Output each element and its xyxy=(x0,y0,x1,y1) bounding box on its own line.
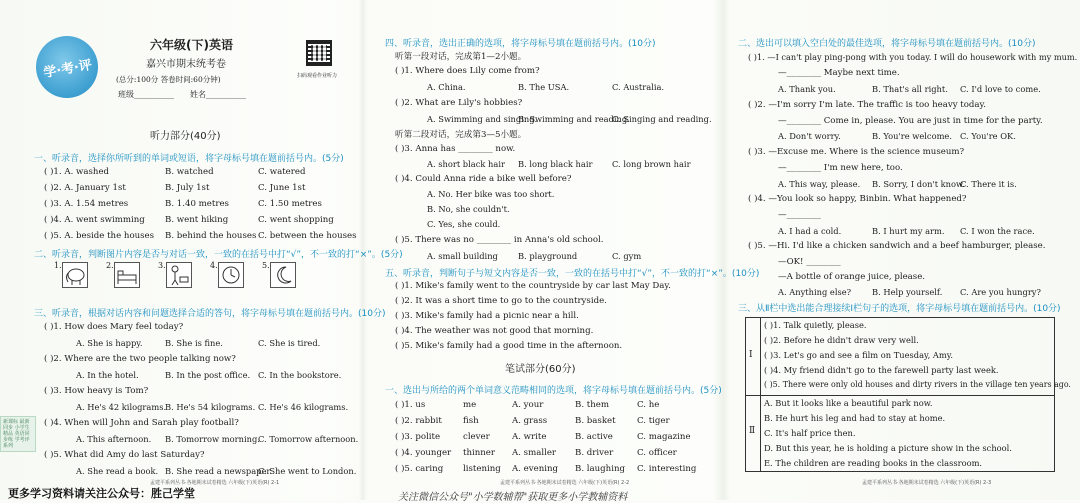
s7-q4-b: B. I hurt my arm. xyxy=(872,226,945,236)
paper-title: 六年级(下)英语 xyxy=(150,38,233,52)
s4-q4-a: A. No. Her bike was too short. xyxy=(427,189,555,199)
s6-q2-word: fish xyxy=(463,416,479,426)
s7-q2-b: B. You're welcome. xyxy=(872,131,952,141)
s4-q5-a: A. small building xyxy=(427,251,498,261)
s1-q4: ( )4. A. went swimming xyxy=(44,215,145,225)
s6-q1-c: C. he xyxy=(637,400,660,410)
s4-q5: ( )5. There was no ________ in Anna's old school. xyxy=(395,235,604,245)
boy-dog-icon xyxy=(167,263,191,287)
name-field[interactable]: 姓名__________ xyxy=(190,90,246,99)
s6-q2-a: A. grass xyxy=(512,416,548,426)
picture-4-num: 4. xyxy=(210,261,218,270)
s1-q4-c: C. went shopping xyxy=(258,215,334,225)
s3-q3-b: B. He's 54 kilograms. xyxy=(165,402,256,412)
talk-1-instruction: 听第一段对话，完成第1—2小题。 xyxy=(395,52,527,62)
s7-q2-line2: —________ Come in, please. You are just in time for the party. xyxy=(778,116,1043,126)
column-i-label: Ⅰ xyxy=(749,350,753,360)
s6-q4-b: B. driver xyxy=(575,448,614,458)
s6-q5: ( )5. caring xyxy=(395,464,444,474)
s5-q3: ( )3. Mike's family had a picnic near a hill. xyxy=(395,311,579,321)
s3-q5: ( )5. What did Amy do last Saturday? xyxy=(44,450,205,460)
s7-q3: ( )3. —Excuse me. Where is the science museum? xyxy=(748,147,965,157)
s7-q4-line2: —________ xyxy=(778,210,821,220)
s4-q4-b: B. No, she couldn't. xyxy=(427,204,510,214)
s6-q5-a: A. evening xyxy=(512,464,559,474)
s3-q3: ( )3. How heavy is Tom? xyxy=(44,386,149,396)
matching-table xyxy=(745,317,1071,472)
s7-q4: ( )4. —You look so happy, Binbin. What happened? xyxy=(748,194,967,204)
s3-q4-b: B. Tomorrow morning. xyxy=(165,434,260,444)
qr-code[interactable] xyxy=(306,40,332,66)
s3-q3-c: C. He's 46 kilograms. xyxy=(258,402,349,412)
s6-q1-b: B. them xyxy=(575,400,610,410)
s5-q4: ( )4. The weather was not good that morning. xyxy=(395,326,594,336)
s4-q1-b: B. The USA. xyxy=(518,82,570,92)
s3-q4: ( )4. When will John and Sarah play football? xyxy=(44,418,239,428)
s3-q5-a: A. She read a book. xyxy=(76,466,159,476)
class-field[interactable]: 班级__________ xyxy=(118,90,174,99)
s4-q3-b: B. long black hair xyxy=(518,159,593,169)
s7-q3-a: A. This way, please. xyxy=(778,179,861,189)
logo-text: 学·考·评 xyxy=(41,57,93,81)
s1-q5: ( )5. A. beside the houses xyxy=(44,231,155,241)
picture-5 xyxy=(262,261,296,288)
s3-q1-c: C. She is tired. xyxy=(258,338,321,348)
col-ii-row-c: C. It's half price then. xyxy=(764,428,856,438)
s1-q1-b: B. watched xyxy=(165,167,214,177)
section-8-heading: 三、从Ⅱ栏中选出能合理接续Ⅰ栏句子的选项，将字母标号填在题前括号内。(10分) xyxy=(738,304,1061,314)
column-ii-label: Ⅱ xyxy=(749,426,756,436)
picture-5-num: 5. xyxy=(262,261,270,270)
s1-q1-c: C. watered xyxy=(258,167,306,177)
s3-q1-b: B. She is fine. xyxy=(165,338,223,348)
moon-icon xyxy=(271,263,295,287)
page-1 xyxy=(0,0,403,500)
s7-q5: ( )5. —Hi. I'd like a chicken sandwich and a beef hamburger, please. xyxy=(748,241,1046,251)
s6-q5-b: B. laughing xyxy=(575,464,626,474)
s7-q2-c: C. You're OK. xyxy=(960,131,1016,141)
s7-q5-line3: —A bottle of orange juice, please. xyxy=(778,272,926,282)
col-i-row-4: ( )4. My friend didn't go to the farewell party last week. xyxy=(764,365,999,375)
s3-q2-c: C. In the bookstore. xyxy=(258,370,342,380)
s4-q4-c: C. Yes, she could. xyxy=(427,219,501,229)
section-2-heading: 二、听录音，判断图片内容是否与对话一致，一致的在括号中打“√”，不一致的打“×”。(5分) xyxy=(34,250,403,260)
s7-q5-line2: —OK! ________ xyxy=(778,257,841,267)
paper-subtitle: 嘉兴市期末统考卷 xyxy=(146,59,226,70)
s6-q4-word: thinner xyxy=(463,448,495,458)
s1-q2: ( )2. A. January 1st xyxy=(44,183,126,193)
s4-q1-c: C. Australia. xyxy=(612,82,665,92)
col-ii-row-b: B. He hurt his leg and had to stay at home. xyxy=(764,413,946,423)
s6-q1: ( )1. us xyxy=(395,400,426,410)
promo-banner-middle: 关注微信公众号"小学数辅帮"获取更多小学教辅资料 xyxy=(398,492,628,503)
s6-q3-c: C. magazine xyxy=(637,432,691,442)
picture-1-num: 1. xyxy=(54,261,62,270)
s1-q5-b: B. behind the houses xyxy=(165,231,257,241)
s6-q5-word: listening xyxy=(463,464,501,474)
s5-q2: ( )2. It was a short time to go to the countryside. xyxy=(395,296,607,306)
picture-3-num: 3. xyxy=(158,261,166,270)
s4-q2-a: A. Swimming and singing. xyxy=(427,114,538,124)
s5-q1: ( )1. Mike's family went to the countryside by car last May Day. xyxy=(395,281,671,291)
s4-q3-a: A. short black hair xyxy=(427,159,505,169)
section-6-heading: 一、选出与所给的两个单词意义范畴相同的选项，将字母标号填在题前括号内。(5分) xyxy=(385,386,722,396)
s3-q2-a: A. In the hotel. xyxy=(76,370,139,380)
s7-q1-b: B. That's all right. xyxy=(872,84,948,94)
qr-caption: 扫码观看作业听力 xyxy=(297,73,338,79)
s6-q1-word: me xyxy=(463,400,477,410)
s6-q4-c: C. officer xyxy=(637,448,677,458)
s1-q2-c: C. June 1st xyxy=(258,183,306,193)
col-i-row-2: ( )2. Before he didn't draw very well. xyxy=(764,335,919,345)
s7-q5-b: B. Help yourself. xyxy=(872,287,943,297)
s6-q2: ( )2. rabbit xyxy=(395,416,442,426)
score-time-info: (总分:100分 答卷时间:60分钟) xyxy=(116,75,221,84)
s6-q2-b: B. basket xyxy=(575,416,616,426)
s7-q3-line2: —________ I'm new here, too. xyxy=(778,163,903,173)
s1-q5-c: C. between the houses xyxy=(258,231,357,241)
written-header: 笔试部分(60分) xyxy=(505,364,576,375)
s6-q3-a: A. write xyxy=(512,432,547,442)
s1-q3-b: B. 1.40 metres xyxy=(165,199,229,209)
s3-q1-a: A. She is happy. xyxy=(76,338,143,348)
s1-q3: ( )3. A. 1.54 metres xyxy=(44,199,129,209)
section-5-heading: 五、听录音，判断句子与短文内容是否一致，一致的在括号中打“√”，不一致的打“×”。(10分) xyxy=(385,269,760,279)
col-i-row-3: ( )3. Let's go and see a film on Tuesday, Amy. xyxy=(764,350,953,360)
s7-q1-line2: —________ Maybe next time. xyxy=(778,68,900,78)
s4-q1: ( )1. Where does Lily come from? xyxy=(395,66,540,76)
col-ii-row-d: D. But this year, he is holding a picture show in the school. xyxy=(764,443,1012,453)
s4-q2: ( )2. What are Lily's hobbies? xyxy=(395,98,523,108)
s4-q5-b: B. playground xyxy=(518,251,578,261)
s7-q5-c: C. Are you hungry? xyxy=(960,287,1041,297)
brand-logo xyxy=(36,36,98,98)
s3-q4-a: A. This afternoon. xyxy=(76,434,152,444)
s7-q4-c: C. I won the race. xyxy=(960,226,1035,236)
s1-q3-c: C. 1.50 metres xyxy=(258,199,322,209)
picture-3 xyxy=(158,261,192,288)
section-1-heading: 一、听录音，选择你所听到的单词或短语，将字母标号填在题前括号内。(5分) xyxy=(34,154,344,164)
page-3-footer: 孟建平系列丛书·各地期末试卷精选 六年级(下)英语(R) 2-3 xyxy=(862,480,992,486)
page-2-footer: 孟建平系列丛书·各地期末试卷精选 六年级(下)英语(R) 2-2 xyxy=(500,480,630,486)
s3-q3-a: A. He's 42 kilograms. xyxy=(76,402,167,412)
promo-banner-left: 更多学习资料请关注公众号：胜己学堂 xyxy=(8,487,195,500)
s7-q3-c: C. There it is. xyxy=(960,179,1017,189)
listening-header: 听力部分(40分) xyxy=(150,131,221,142)
s6-q3-b: B. active xyxy=(575,432,613,442)
s3-q4-c: C. Tomorrow afternoon. xyxy=(258,434,359,444)
col-ii-row-a: A. But it looks like a beautiful park now. xyxy=(764,398,933,408)
bed-icon xyxy=(115,263,139,287)
s4-q3-c: C. long brown hair xyxy=(612,159,691,169)
col-i-row-5: ( )5. There were only old houses and dirty rivers in the village ten years ago. xyxy=(764,380,1071,389)
s5-q5: ( )5. Mike's family had a good time in the afternoon. xyxy=(395,341,623,351)
picture-2-num: 2. xyxy=(106,261,114,270)
picture-4 xyxy=(210,261,244,288)
s4-q5-c: C. gym xyxy=(612,251,642,261)
section-3-heading: 三、听录音，根据对话内容和问题选择合适的答句，将字母标号填在题前括号内。(10分) xyxy=(34,309,386,319)
s3-q2-b: B. In the post office. xyxy=(165,370,251,380)
s4-q2-c: C. Singing and reading. xyxy=(612,114,712,124)
s1-q2-b: B. July 1st xyxy=(165,183,210,193)
elephant-icon xyxy=(63,263,87,287)
page-1-footer: 孟建平系列丛书·各地期末试卷精选 六年级(下)英语(R) 2-1 xyxy=(150,480,280,486)
section-7-heading: 二、选出可以填入空白处的最佳选项，将字母标号填在题前括号内。(10分) xyxy=(738,39,1036,49)
s7-q1-a: A. Thank you. xyxy=(778,84,836,94)
s3-q2: ( )2. Where are the two people talking now? xyxy=(44,354,236,364)
s7-q1-c: C. I'd love to come. xyxy=(960,84,1041,94)
s3-q5-c: C. She went to London. xyxy=(258,466,357,476)
s7-q3-b: B. Sorry, I don't know. xyxy=(872,179,965,189)
clock-icon xyxy=(219,263,243,287)
s3-q5-b: B. She read a newspaper. xyxy=(165,466,273,476)
s1-q1: ( )1. A. washed xyxy=(44,167,110,177)
s6-q4-a: A. smaller xyxy=(512,448,557,458)
series-sticker: 新课标 最新同步 小学生精品 英语同步练 学考评系列 xyxy=(0,416,36,452)
s4-q2-b: B. Swimming and reading. xyxy=(518,114,630,124)
s6-q2-c: C. tiger xyxy=(637,416,670,426)
talk-2-instruction: 听第二段对话，完成第3—5小题。 xyxy=(395,130,527,140)
s6-q3-word: clever xyxy=(463,432,490,442)
col-ii-row-e: E. The children are reading books in the classroom. xyxy=(764,458,983,468)
s7-q1: ( )1. —I can't play ping-pong with you today. I will do housework with my mum. xyxy=(748,52,1078,62)
s7-q5-a: A. Anything else? xyxy=(778,287,852,297)
s6-q4: ( )4. younger xyxy=(395,448,452,458)
s7-q2: ( )2. —I'm sorry I'm late. The traffic is too heavy today. xyxy=(748,100,986,110)
s6-q1-a: A. your xyxy=(512,400,544,410)
table-divider-horizontal xyxy=(746,395,1054,396)
s3-q1: ( )1. How does Mary feel today? xyxy=(44,322,184,332)
s7-q2-a: A. Don't worry. xyxy=(778,131,841,141)
s4-q1-a: A. China. xyxy=(427,82,466,92)
s4-q3: ( )3. Anna has ________ now. xyxy=(395,144,516,154)
s4-q4: ( )4. Could Anna ride a bike well before? xyxy=(395,174,572,184)
s6-q3: ( )3. polite xyxy=(395,432,441,442)
section-4-heading: 四、听录音，选出正确的选项，将字母标号填在题前括号内。(10分) xyxy=(385,39,656,49)
s1-q4-b: B. went hiking xyxy=(165,215,229,225)
s6-q5-c: C. interesting xyxy=(637,464,697,474)
picture-2 xyxy=(106,261,140,288)
picture-1 xyxy=(54,261,88,288)
s7-q4-a: A. I had a cold. xyxy=(778,226,842,236)
col-i-row-1: ( )1. Talk quietly, please. xyxy=(764,320,867,330)
